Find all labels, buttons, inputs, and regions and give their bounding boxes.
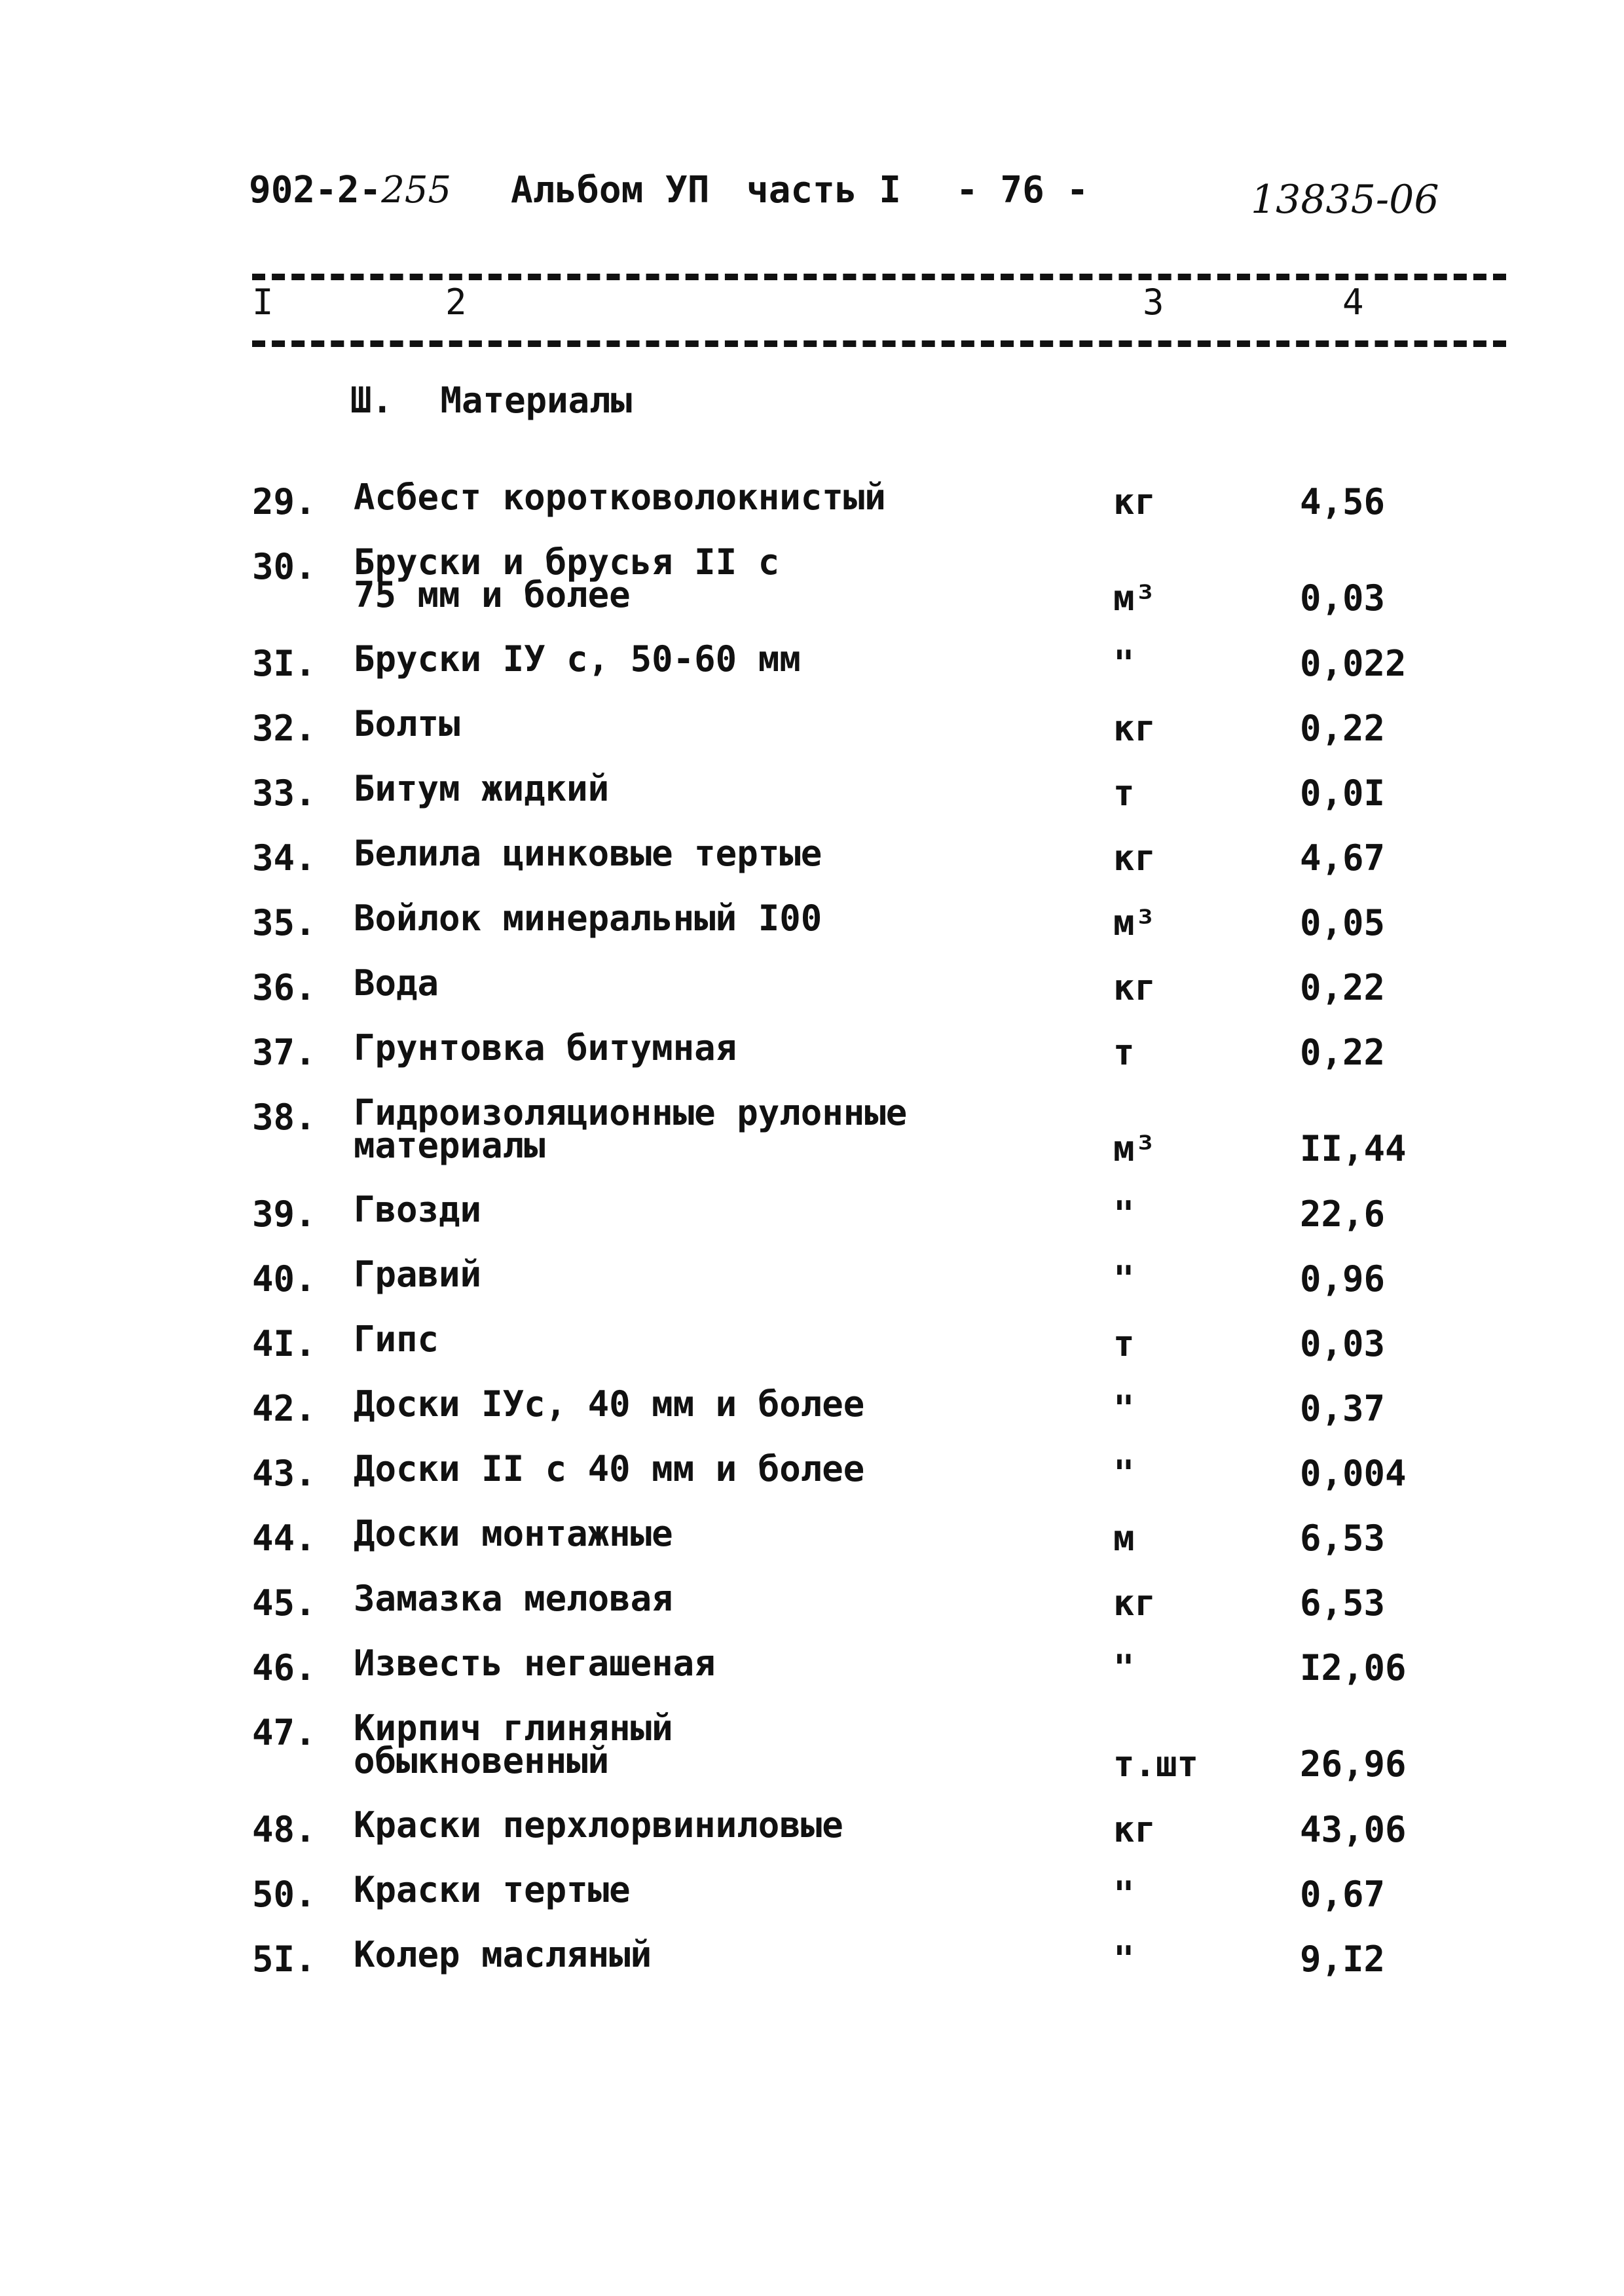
row-number: 46. (252, 1647, 316, 1688)
unit-of-measure: т (1113, 1032, 1135, 1073)
quantity: 0,0I (1300, 773, 1386, 814)
unit-of-measure: " (1113, 1647, 1135, 1688)
material-name: Белила цинковые тертые (354, 833, 822, 874)
quantity: 4,67 (1300, 837, 1386, 879)
table-row (0, 477, 1624, 546)
page-number: - 76 - (956, 169, 1089, 211)
quantity: 0,96 (1300, 1258, 1386, 1300)
table-row (0, 1869, 1624, 1939)
table-row (0, 1643, 1624, 1712)
quantity: 22,6 (1300, 1194, 1386, 1235)
row-number: 39. (252, 1194, 316, 1235)
material-name: Битум жидкий (354, 768, 610, 809)
material-name: Гипс (354, 1319, 439, 1360)
table-row (0, 1092, 1624, 1194)
row-number: 4I. (252, 1323, 316, 1364)
material-name: Гравий (354, 1254, 482, 1295)
material-name: Болты (354, 703, 460, 744)
row-number: 48. (252, 1809, 316, 1850)
dashed-rule-top (252, 274, 1506, 280)
quantity: 0,22 (1300, 1032, 1386, 1073)
section-title: Материалы (440, 380, 633, 421)
material-name: Гвозди (354, 1189, 482, 1230)
table-row (0, 1189, 1624, 1258)
material-name: Гидроизоляционные рулонные материалы (354, 1092, 908, 1166)
table-row (0, 898, 1624, 967)
unit-of-measure: " (1113, 1194, 1135, 1235)
table-row (0, 1513, 1624, 1582)
unit-of-measure: кг (1113, 708, 1156, 749)
material-name: Колер масляный (354, 1934, 652, 1975)
quantity: 43,06 (1300, 1809, 1407, 1850)
material-name: Войлок минеральный I00 (354, 898, 822, 939)
handwritten-number: 13835-06 (1251, 177, 1439, 223)
unit-of-measure: м (1113, 1518, 1135, 1559)
table-row (0, 962, 1624, 1032)
unit-of-measure: " (1113, 643, 1135, 684)
document-code: 902-2-255 (249, 169, 452, 211)
quantity: 0,004 (1300, 1453, 1407, 1494)
quantity: 26,96 (1300, 1743, 1407, 1785)
quantity: I2,06 (1300, 1647, 1407, 1688)
quantity: 0,22 (1300, 967, 1386, 1008)
row-number: 45. (252, 1582, 316, 1624)
unit-of-measure: м³ (1113, 1128, 1156, 1169)
quantity: 6,53 (1300, 1582, 1386, 1624)
quantity: 0,37 (1300, 1388, 1386, 1429)
materials-table (0, 477, 1624, 2003)
row-number: 36. (252, 967, 316, 1008)
quantity: 0,03 (1300, 1323, 1386, 1364)
row-number: 30. (252, 546, 316, 587)
row-number: 29. (252, 481, 316, 522)
table-row (0, 1383, 1624, 1453)
unit-of-measure: кг (1113, 1809, 1156, 1850)
table-row (0, 638, 1624, 708)
row-number: 44. (252, 1518, 316, 1559)
material-name: Доски монтажные (354, 1513, 673, 1554)
unit-of-measure: " (1113, 1258, 1135, 1300)
material-name: Кирпич глиняный обыкновенный (354, 1707, 673, 1781)
row-number: 47. (252, 1712, 316, 1753)
unit-of-measure: кг (1113, 481, 1156, 522)
page-header (249, 169, 1493, 228)
unit-of-measure: " (1113, 1939, 1135, 1980)
quantity: 4,56 (1300, 481, 1386, 522)
quantity: 0,05 (1300, 902, 1386, 943)
material-name: Вода (354, 962, 439, 1004)
unit-of-measure: кг (1113, 1582, 1156, 1624)
material-name: Краски перхлорвиниловые (354, 1804, 843, 1846)
table-row (0, 1254, 1624, 1323)
table-row (0, 1707, 1624, 1809)
table-row (0, 768, 1624, 837)
section-heading (350, 380, 632, 421)
table-row (0, 703, 1624, 773)
material-name: Грунтовка битумная (354, 1027, 737, 1068)
quantity: 0,022 (1300, 643, 1407, 684)
part-label: часть I (747, 169, 902, 211)
column-numbers (0, 282, 1624, 334)
column-number-1: I (252, 282, 274, 323)
table-row (0, 1448, 1624, 1518)
row-number: 50. (252, 1874, 316, 1915)
section-number: Ш. (350, 380, 394, 421)
dashed-rule-bottom (252, 340, 1506, 347)
row-number: 33. (252, 773, 316, 814)
quantity: 9,I2 (1300, 1939, 1386, 1980)
row-number: 35. (252, 902, 316, 943)
quantity: II,44 (1300, 1128, 1407, 1169)
table-row (0, 1319, 1624, 1388)
row-number: 43. (252, 1453, 316, 1494)
row-number: 5I. (252, 1939, 316, 1980)
material-name: Известь негашеная (354, 1643, 716, 1684)
row-number: 34. (252, 837, 316, 879)
unit-of-measure: " (1113, 1453, 1135, 1494)
material-name: Замазка меловая (354, 1578, 673, 1619)
album-label: Альбом УП (511, 169, 710, 211)
row-number: 32. (252, 708, 316, 749)
unit-of-measure: кг (1113, 837, 1156, 879)
row-number: 37. (252, 1032, 316, 1073)
column-number-3: 3 (1143, 282, 1164, 323)
table-row (0, 833, 1624, 902)
quantity: 0,67 (1300, 1874, 1386, 1915)
column-number-2: 2 (445, 282, 467, 323)
column-number-4: 4 (1342, 282, 1364, 323)
row-number: 3I. (252, 643, 316, 684)
unit-of-measure: кг (1113, 967, 1156, 1008)
table-row (0, 541, 1624, 643)
unit-of-measure: т.шт (1113, 1743, 1199, 1785)
table-row (0, 1027, 1624, 1097)
unit-of-measure: т (1113, 773, 1135, 814)
unit-of-measure: м³ (1113, 902, 1156, 943)
row-number: 40. (252, 1258, 316, 1300)
material-name: Краски тертые (354, 1869, 631, 1910)
unit-of-measure: " (1113, 1388, 1135, 1429)
quantity: 0,03 (1300, 577, 1386, 619)
unit-of-measure: м³ (1113, 577, 1156, 619)
row-number: 38. (252, 1097, 316, 1138)
row-number: 42. (252, 1388, 316, 1429)
material-name: Доски IУс, 40 мм и более (354, 1383, 865, 1425)
table-row (0, 1578, 1624, 1647)
material-name: Асбест коротковолокнистый (354, 477, 886, 518)
unit-of-measure: " (1113, 1874, 1135, 1915)
unit-of-measure: т (1113, 1323, 1135, 1364)
material-name: Бруски и брусья II с 75 мм и более (354, 541, 780, 615)
quantity: 6,53 (1300, 1518, 1386, 1559)
table-row (0, 1804, 1624, 1874)
material-name: Бруски IУ с, 50-60 мм (354, 638, 801, 680)
material-name: Доски II с 40 мм и более (354, 1448, 865, 1489)
quantity: 0,22 (1300, 708, 1386, 749)
table-row (0, 1934, 1624, 2003)
